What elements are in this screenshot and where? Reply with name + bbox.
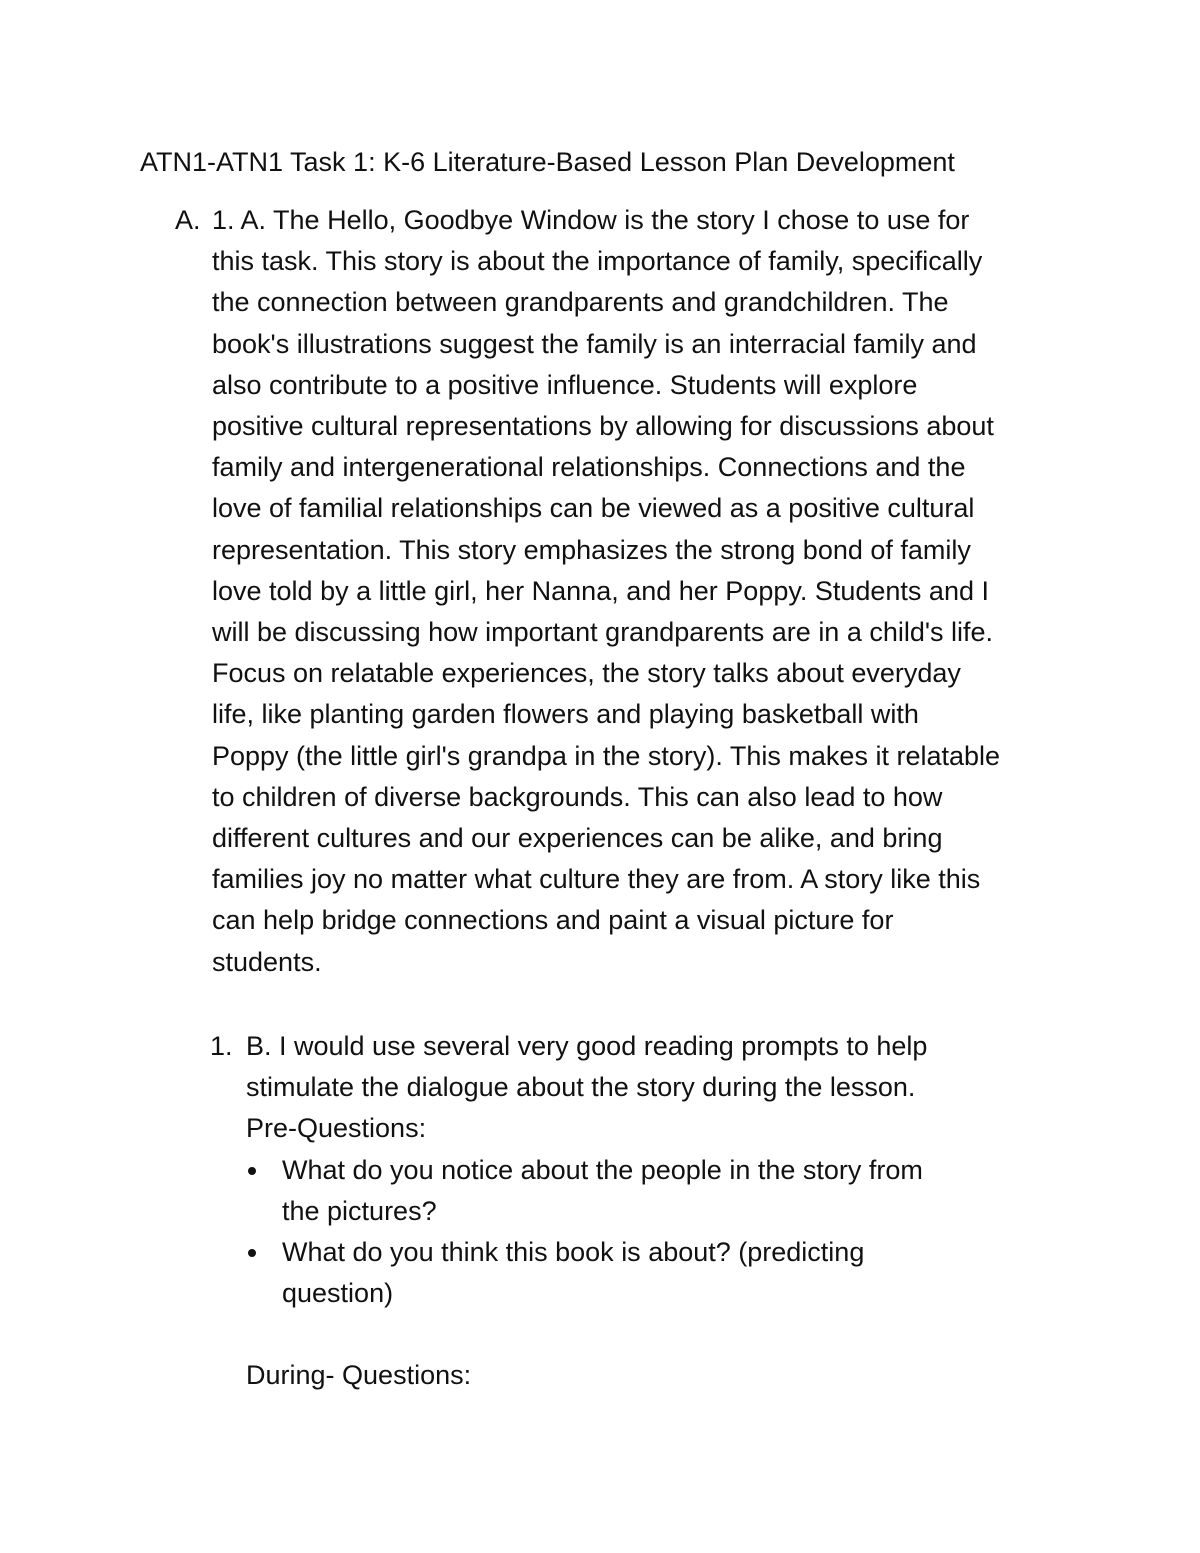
list-item: [210, 1150, 1090, 1232]
question-line: What do you notice about the people in the story from: [282, 1154, 923, 1185]
paragraph-line: B. I would use several very good reading prompts to help: [246, 1031, 928, 1061]
section-a-marker: A.: [175, 205, 201, 235]
paragraph-line: stimulate the dialogue about the story during the lesson.: [246, 1072, 916, 1103]
paragraph-line: 1. A. The Hello, Goodbye Window is the story I chose to use for: [212, 205, 970, 235]
section-b-paragraph: [246, 1026, 1090, 1150]
paragraph-line: Poppy (the little girl's grandpa in the story). This makes it relatable: [212, 740, 1001, 771]
paragraph-line: love of familial relationships can be viewed as a positive cultural: [212, 493, 975, 524]
paragraph-line: book's illustrations suggest the family is an interracial family and: [212, 328, 977, 359]
paragraph-line: students.: [212, 946, 322, 977]
paragraph-line: to children of diverse backgrounds. This can also lead to how: [212, 781, 943, 812]
question-line: question): [282, 1278, 394, 1309]
paragraph-line: also contribute to a positive influence. Students will explore: [212, 369, 918, 400]
bullet-icon: [248, 1249, 256, 1257]
section-a: [175, 200, 1075, 983]
during-questions-heading: During- Questions:: [246, 1360, 472, 1391]
paragraph-line: the connection between grandparents and grandchildren. The: [212, 287, 949, 318]
pre-questions-list: [210, 1150, 1090, 1315]
list-item: [210, 1232, 1090, 1314]
paragraph-line: different cultures and our experiences can be alike, and bring: [212, 823, 943, 854]
pre-questions-heading: Pre-Questions:: [246, 1113, 427, 1144]
paragraph-line: this task. This story is about the importance of family, specifically: [212, 246, 983, 277]
paragraph-line: love told by a little girl, her Nanna, and her Poppy. Students and I: [212, 575, 989, 606]
paragraph-line: life, like planting garden flowers and playing basketball with: [212, 699, 919, 730]
paragraph-line: family and intergenerational relationships. Connections and the: [212, 452, 966, 483]
paragraph-line: representation. This story emphasizes the strong bond of family: [212, 534, 971, 565]
paragraph-line: can help bridge connections and paint a visual picture for: [212, 905, 894, 936]
section-a-paragraph: [212, 200, 1075, 983]
paragraph-line: positive cultural representations by allowing for discussions about: [212, 411, 994, 442]
question-line: the pictures?: [282, 1195, 437, 1226]
section-b: [210, 1026, 1090, 1397]
question-line: What do you think this book is about? (predicting: [282, 1237, 865, 1268]
paragraph-line: will be discussing how important grandparents are in a child's life.: [212, 617, 994, 648]
paragraph-line: Focus on relatable experiences, the story talks about everyday: [212, 658, 961, 689]
section-b-marker: 1.: [210, 1031, 233, 1061]
bullet-icon: [248, 1167, 256, 1175]
document-title: ATN1-ATN1 Task 1: K-6 Literature-Based Lesson Plan Development: [140, 147, 955, 177]
paragraph-line: families joy no matter what culture they are from. A story like this: [212, 864, 981, 895]
